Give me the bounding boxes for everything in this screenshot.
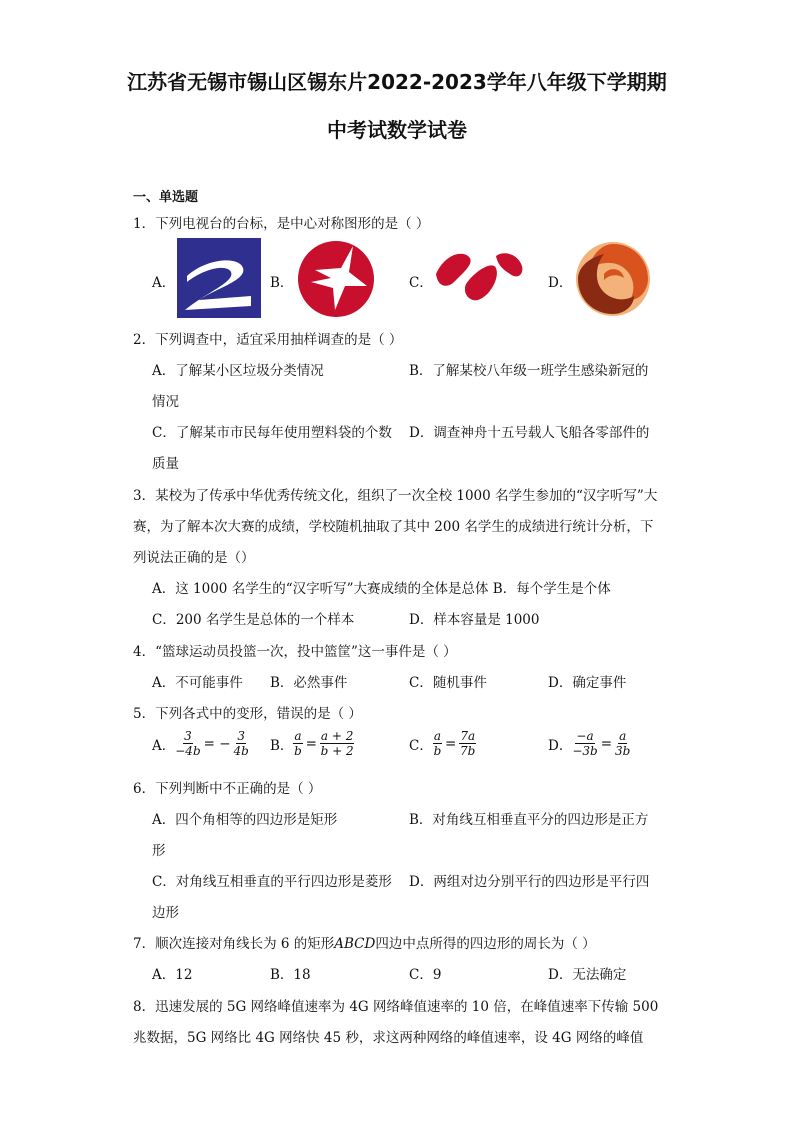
q5-c-den1: b — [433, 744, 442, 758]
question-3-line3: 列说法正确的是（） — [133, 550, 255, 566]
q5-d-frac1 — [572, 729, 597, 758]
q5-b-label: B． — [270, 737, 294, 754]
question-3-line2: 赛，为了解本次大赛的成绩，学校随机抽取了其中 200 名学生的成绩进行统计分析，下 — [133, 519, 654, 535]
q7-option-d: D．无法确定 — [548, 967, 627, 983]
q5-b-den2: b + 2 — [320, 744, 354, 758]
question-2-stem: 2．下列调查中，适宜采用抽样调查的是（ ） — [133, 332, 403, 348]
q1-option-b-label: B． — [270, 275, 294, 291]
q2-option-b-cont: 情况 — [152, 394, 179, 410]
q5-b-num2: a + 2 — [320, 729, 354, 743]
q5-b-den1: b — [294, 744, 302, 758]
question-4-stem: 4．“篮球运动员投篮一次，投中篮筐”这一事件是（ ） — [133, 644, 457, 660]
q5-c-frac1 — [433, 729, 442, 758]
zhejiang-tv-logo-icon — [177, 238, 261, 318]
star-circle-logo-icon — [297, 240, 375, 318]
q7-stem-pre: 7．顺次连接对角线长为 6 的矩形 — [133, 936, 335, 952]
q5-b-frac1 — [293, 729, 302, 758]
question-7-stem — [133, 932, 596, 952]
q2-option-b: B．了解某校八年级一班学生感染新冠的 — [409, 363, 649, 379]
q4-option-c: C．随机事件 — [409, 675, 487, 691]
q7-stem-abcd: ABCD — [334, 936, 376, 952]
q6-option-b-cont: 形 — [152, 843, 166, 859]
q6-option-d: D．两组对边分别平行的四边形是平行四 — [409, 874, 650, 890]
question-8-line1: 8．迅速发展的 5G 网络峰值速率为 4G 网络峰值速率的 10 倍，在峰值速率下传输 500 — [133, 999, 659, 1015]
q5-option-d — [548, 729, 630, 758]
q3-option-a-b: A．这 1000 名学生的“汉字听写”大赛成绩的全体是总体 B．每个学生是个体 — [152, 581, 611, 597]
q5-c-num1: a — [433, 729, 441, 743]
q6-option-d-cont: 边形 — [152, 905, 179, 921]
q5-b-num1: a — [294, 729, 302, 743]
red-curve-logo-icon — [434, 244, 524, 304]
q7-option-c: C．9 — [409, 967, 442, 983]
q1-option-a-label: A． — [152, 275, 176, 291]
q2-option-c: C．了解某市市民每年使用塑料袋的个数 — [152, 425, 392, 441]
q7-option-a: A．12 — [152, 967, 193, 983]
q5-d-num1: −a — [576, 729, 594, 743]
question-3-line1: 3．某校为了传承中华优秀传统文化，组织了一次全校 1000 名学生参加的“汉字听写”大 — [133, 488, 658, 504]
q5-c-label: C． — [409, 737, 433, 754]
q7-option-b: B．18 — [270, 967, 311, 983]
q5-c-op: = — [445, 735, 457, 752]
q6-option-c: C．对角线互相垂直的平行四边形是菱形 — [152, 874, 392, 890]
question-6-stem: 6．下列判断中不正确的是（ ） — [133, 781, 322, 797]
q5-a-label: A． — [152, 737, 176, 754]
q5-a-den2: 4b — [233, 744, 249, 758]
q3-option-c: C．200 名学生是总体的一个样本 — [152, 612, 355, 628]
q2-option-d: D．调查神舟十五号载人飞船各零部件的 — [409, 425, 650, 441]
q5-d-den2: 3b — [615, 744, 631, 758]
q6-option-a: A．四个角相等的四边形是矩形 — [152, 812, 338, 828]
document-title-line1: 江苏省无锡市锡山区锡东片2022-2023学年八年级下学期期 — [127, 70, 667, 94]
q4-option-d: D．确定事件 — [548, 675, 627, 691]
q5-a-op: = − — [203, 735, 231, 752]
q5-a-num1: 3 — [184, 729, 192, 743]
q5-a-num2: 3 — [237, 729, 246, 743]
q4-option-a: A．不可能事件 — [152, 675, 243, 691]
q5-option-a — [152, 729, 249, 758]
q5-b-op: = — [305, 735, 317, 752]
q5-option-c — [409, 729, 476, 758]
q5-c-den2: 7b — [460, 744, 476, 758]
q4-option-b: B．必然事件 — [270, 675, 348, 691]
section-heading: 一、单选题 — [133, 190, 199, 205]
question-8-line2: 兆数据，5G 网络比 4G 网络快 45 秒，求这两种网络的峰值速率，设 4G 网络的峰值 — [133, 1030, 644, 1046]
q1-option-d-label: D． — [548, 275, 573, 291]
document-title-line2: 中考试数学试卷 — [327, 118, 467, 142]
q5-d-den1: −3b — [572, 744, 598, 758]
q5-c-frac2 — [459, 729, 476, 758]
q5-d-num2: a — [619, 729, 627, 743]
q5-option-b — [270, 729, 354, 758]
q5-d-frac2 — [615, 729, 630, 758]
q7-stem-post: 四边中点所得的四边形的周长为（ ） — [375, 936, 596, 952]
q5-c-num2: 7a — [460, 729, 476, 743]
q5-d-label: D． — [548, 737, 573, 754]
q5-b-frac2 — [320, 729, 354, 758]
question-1-stem: 1．下列电视台的台标，是中心对称图形的是（ ） — [133, 216, 430, 232]
phoenix-spiral-logo-icon — [574, 240, 652, 318]
q5-d-op: = — [600, 735, 613, 752]
q2-option-a: A．了解某小区垃圾分类情况 — [152, 363, 324, 379]
q2-option-d-cont: 质量 — [152, 456, 179, 472]
q5-a-frac2 — [234, 729, 249, 758]
q3-option-d: D．样本容量是 1000 — [409, 612, 540, 628]
q6-option-b: B．对角线互相垂直平分的四边形是正方 — [409, 812, 649, 828]
q1-option-c-label: C． — [409, 275, 433, 291]
question-5-stem: 5．下列各式中的变形，错误的是（ ） — [133, 706, 362, 722]
q5-a-frac1 — [175, 729, 200, 758]
q5-a-den1: −4b — [175, 744, 201, 758]
